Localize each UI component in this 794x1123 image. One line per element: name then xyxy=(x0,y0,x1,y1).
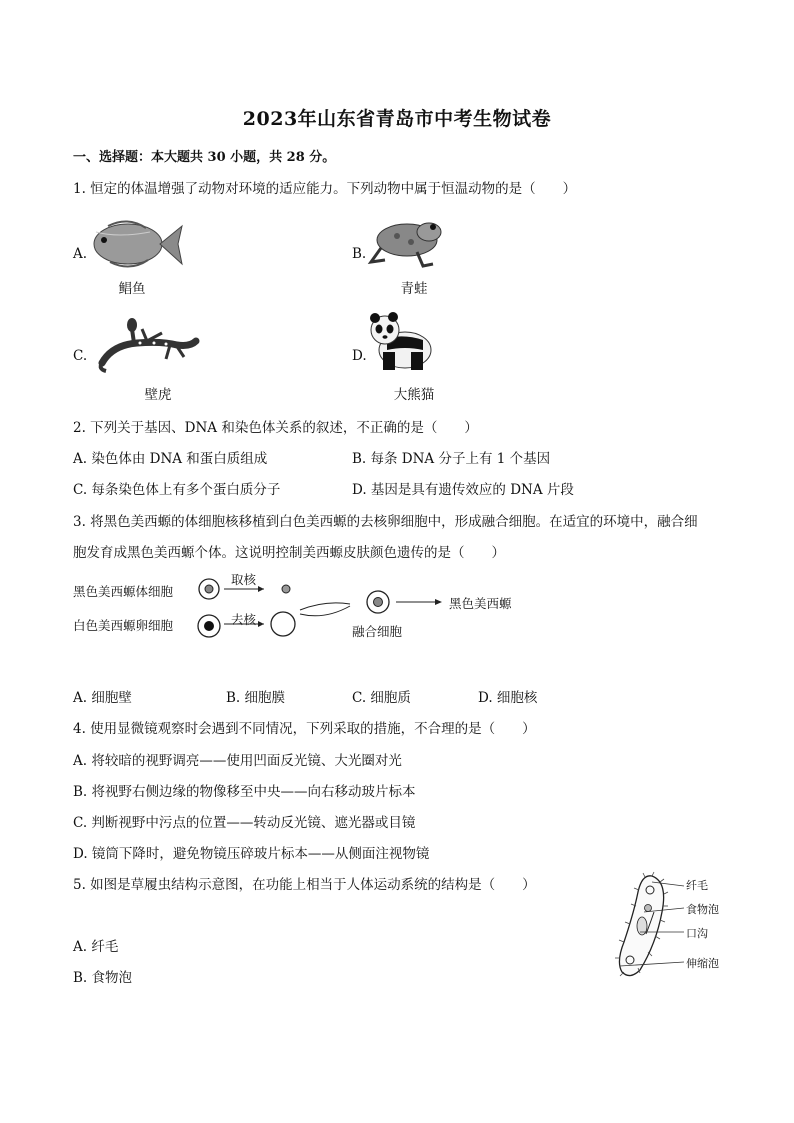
paramecium-label-oral-groove: 口沟 xyxy=(686,927,708,940)
section-heading: 一、选择题：本大题共 30 小题，共 28 分。 xyxy=(73,150,336,165)
page-title: 2023年山东省青岛市中考生物试卷 xyxy=(242,108,552,130)
take-nucleus-label: 取核 xyxy=(231,572,257,587)
frog-icon xyxy=(367,210,447,270)
q5-option-a[interactable]: A. 纤毛 xyxy=(73,939,119,955)
q3-option-c[interactable]: C. 细胞质 xyxy=(352,690,411,706)
q2-stem: 2. 下列关于基因、DNA 和染色体关系的叙述，不正确的是（ ） xyxy=(73,420,478,436)
q3-option-d[interactable]: D. 细胞核 xyxy=(478,690,538,706)
remove-nucleus-label: 去核 xyxy=(231,612,257,627)
q5-option-b[interactable]: B. 食物泡 xyxy=(73,970,133,986)
q1-option-c-letter[interactable]: C. xyxy=(73,348,88,364)
paramecium-leader-lines xyxy=(650,880,690,970)
paramecium-label-food-vacuole: 食物泡 xyxy=(686,903,719,916)
gecko-icon xyxy=(92,315,202,373)
paramecium-label-contractile-vacuole: 伸缩泡 xyxy=(686,957,719,970)
q1-option-b-caption: 青蛙 xyxy=(400,281,428,297)
q3-stem-line1: 3. 将黑色美西螈的体细胞核移植到白色美西螈的去核卵细胞中，形成融合细胞。在适宜的环境中，融合细 xyxy=(73,514,698,530)
q4-stem: 4. 使用显微镜观察时会遇到不同情况，下列采取的措施，不合理的是（ ） xyxy=(73,721,536,737)
q1-option-a-letter[interactable]: A. xyxy=(73,246,88,262)
q4-option-c[interactable]: C. 判断视野中污点的位置——转动反光镜、遮光器或目镜 xyxy=(73,815,416,831)
q3-stem-line2: 胞发育成黑色美西螈个体。这说明控制美西螈皮肤颜色遗传的是（ ） xyxy=(73,545,505,561)
fused-cell-label: 融合细胞 xyxy=(352,624,403,639)
panda-icon xyxy=(367,312,435,372)
q1-option-d-caption: 大熊猫 xyxy=(393,387,435,403)
q4-option-a[interactable]: A. 将较暗的视野调亮——使用凹面反光镜、大光圈对光 xyxy=(73,753,402,769)
black-cell-label: 黑色美西螈体细胞 xyxy=(73,584,174,599)
q2-option-b[interactable]: B. 每条 DNA 分子上有 1 个基因 xyxy=(352,451,551,467)
fish-icon xyxy=(88,218,184,270)
paramecium-label-cilia: 纤毛 xyxy=(686,879,708,892)
q1-stem: 1. 恒定的体温增强了动物对环境的适应能力。下列动物中属于恒温动物的是（ ） xyxy=(73,181,577,197)
q3-flow-diagram xyxy=(190,570,450,640)
q3-option-a[interactable]: A. 细胞壁 xyxy=(73,690,132,706)
q5-stem: 5. 如图是草履虫结构示意图，在功能上相当于人体运动系统的结构是（ ） xyxy=(73,877,536,893)
q1-option-d-letter[interactable]: D. xyxy=(352,348,367,364)
q2-option-c[interactable]: C. 每条染色体上有多个蛋白质分子 xyxy=(73,482,281,498)
result-label: 黑色美西螈 xyxy=(449,596,512,611)
q4-option-b[interactable]: B. 将视野右侧边缘的物像移至中央——向右移动玻片标本 xyxy=(73,784,416,800)
q1-option-c-caption: 壁虎 xyxy=(144,387,172,403)
q1-option-b-letter[interactable]: B. xyxy=(352,246,367,262)
q1-option-a-caption: 鲳鱼 xyxy=(118,281,146,297)
q3-option-b[interactable]: B. 细胞膜 xyxy=(226,690,286,706)
q2-option-d[interactable]: D. 基因是具有遗传效应的 DNA 片段 xyxy=(352,482,574,498)
q4-option-d[interactable]: D. 镜筒下降时，避免物镜压碎玻片标本——从侧面注视物镜 xyxy=(73,846,430,862)
q2-option-a[interactable]: A. 染色体由 DNA 和蛋白质组成 xyxy=(73,451,268,467)
white-egg-label: 白色美西螈卵细胞 xyxy=(73,618,174,633)
